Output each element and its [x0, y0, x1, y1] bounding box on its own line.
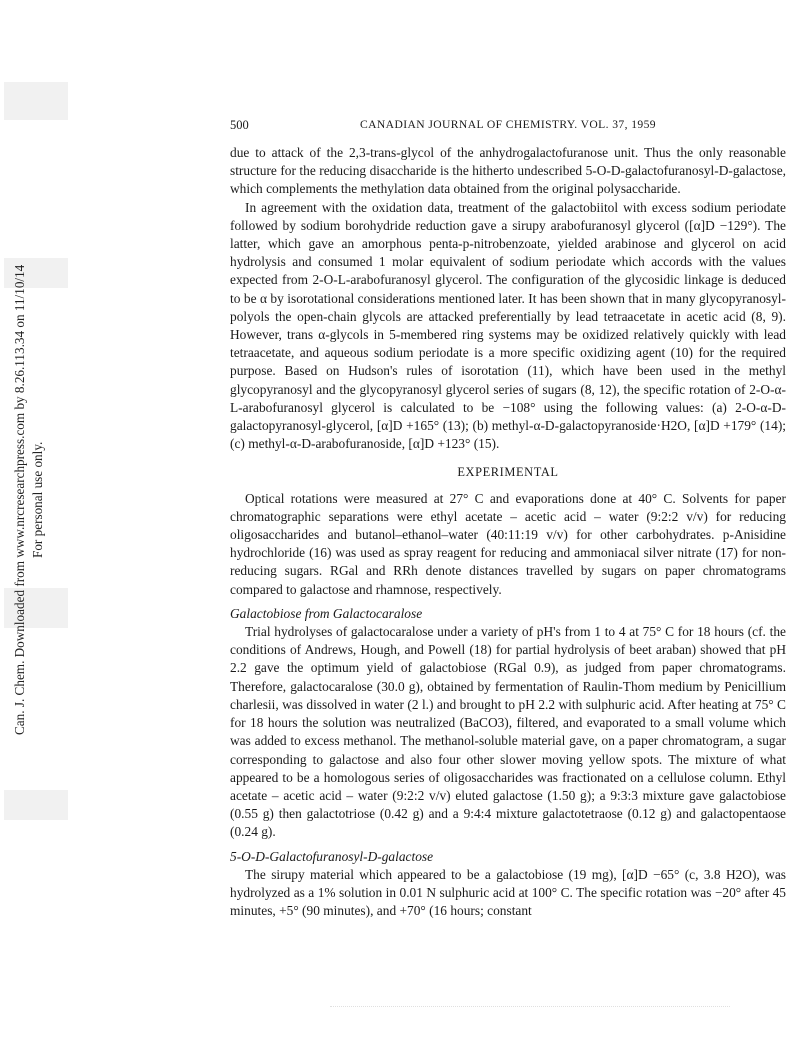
- page-number: 500: [230, 118, 249, 132]
- paragraph-oxidation: In agreement with the oxidation data, treatment of the galactobiitol with excess sodium periodate followed by sodium borohydride reduction gave a sirupy arabofuranosyl glycerol ([α]D −129°). The latter, which gave an amorphous penta-p-nitrobenzoate, yielded arabinose and glycerol on acid hydrolysis and consumed 1 molar equivalent of sodium periodate which accords with the values expected from 2-O-L-arabofuranosyl glycerol. The configuration of the glycosidic linkage is deduced to be α by isorotational considerations mentioned later. It has been shown that in many glycopyranosyl-polyols the open-chain glycols are attacked preferentially by lead tetraacetate in acetic acid (8, 9). However, trans α-glycols in 5-membered ring systems may be oxidized relatively quickly with lead tetraacetate, and aqueous sodium periodate is a more specific oxidizing agent (10) for the required purpose. Based on Hudson's rules of isorotation (11), which have been used in the methyl glycopyranosyl and the glycopyranosyl glycerol series of sugars (8, 12), the specific rotation of 2-O-α-L-arabofuranosyl glycerol is calculated to be −108° using the following values: (a) 2-O-α-D-galactopyranosyl-glycerol, [α]D +165° (13); (b) methyl-α-D-galactopyranoside·H2O, [α]D +179° (14); (c) methyl-α-D-arabofuranoside, [α]D +123° (15).: [230, 199, 786, 452]
- paragraph-galactobiose: Trial hydrolyses of galactocaralose under a variety of pH's from 1 to 4 at 75° C for 18 hours (cf. the conditions of Andrews, Hough, and Powell (18) for partial hydrolysis of beet araban) showed that pH 2.2 gave the optimum yield of galactobiose (RGal 0.9), as judged from paper chromatograms. Therefore, galactocaralose (30.0 g), obtained by fermentation of Raulin-Thom medium by Penicillium charlesii, was dissolved in water (2 l.) and brought to pH 2.2 with sulphuric acid. After heating at 75° C for 18 hours the solution was neutralized (BaCO3), filtered, and evaporated to a small volume which was added to excess methanol. The methanol-soluble material gave, on a paper chromatogram, a sugar corresponding to galactose and also four other slower moving yellow spots. The mixture of what appeared to be a homologous series of oligosaccharides was fractionated on a cellulose column. Ethyl acetate – acetic acid – water (9:2:2 v/v) eluted galactose (1.50 g); a 9:3:3 mixture gave galactobiose (0.55 g) then galactotriose (0.42 g) and a 9:4:4 mixture galactotetraose (0.12 g) and galactopentaose (0.24 g).: [230, 624, 786, 840]
- scan-speckle: [4, 82, 68, 120]
- subheading-galactofuranosyl: 5-O-D-Galactofuranosyl-D-galactose: [230, 848, 434, 864]
- scan-artifact: [330, 1006, 730, 1009]
- paragraph-galactofuranosyl: The sirupy material which appeared to be a galactobiose (19 mg), [α]D −65° (c, 3.8 H2O), was hydrolyzed as a 1% solution in 0.01 N sulphuric acid at 100° C. The specific rotation was −20° after 45 minutes, +5° (90 minutes), and +70° (16 hours; constant: [230, 866, 786, 919]
- watermark-line-1: Can. J. Chem. Downloaded from www.nrcresearchpress.com by 8.26.113.34 on 11/10/14: [12, 264, 27, 736]
- article-page: [230, 116, 786, 920]
- journal-title: CANADIAN JOURNAL OF CHEMISTRY. VOL. 37, 1959: [360, 118, 656, 131]
- running-header: [230, 116, 786, 134]
- paragraph-methods: Optical rotations were measured at 27° C and evaporations done at 40° C. Solvents for paper chromatographic separations were ethyl acetate – acetic acid – water (9:2:2 v/v) for reducing oligosaccharides and butanol–ethanol–water (40:11:19 v/v) for other carbohydrates. p-Anisidine hydrochloride (16) was used as spray reagent for reducing and ammoniacal silver nitrate (17) for non-reducing sugars. RGal and RRh denote distances travelled by sugars on paper chromatograms compared to galactose and rhamnose, respectively.: [230, 490, 786, 597]
- download-watermark: [6, 150, 52, 850]
- watermark-line-2: For personal use only.: [30, 441, 45, 559]
- paragraph-continued: due to attack of the 2,3-trans-glycol of the anhydrogalactofuranose unit. Thus the only reasonable structure for the reducing disaccharide is the hitherto undescribed 5-O-D-galactofuranosyl-D-galactose, which complements the methylation data obtained from the original polysaccharide.: [230, 145, 786, 197]
- subheading-galactobiose: Galactobiose from Galactocaralose: [230, 605, 423, 621]
- section-heading-experimental: EXPERIMENTAL: [457, 465, 559, 480]
